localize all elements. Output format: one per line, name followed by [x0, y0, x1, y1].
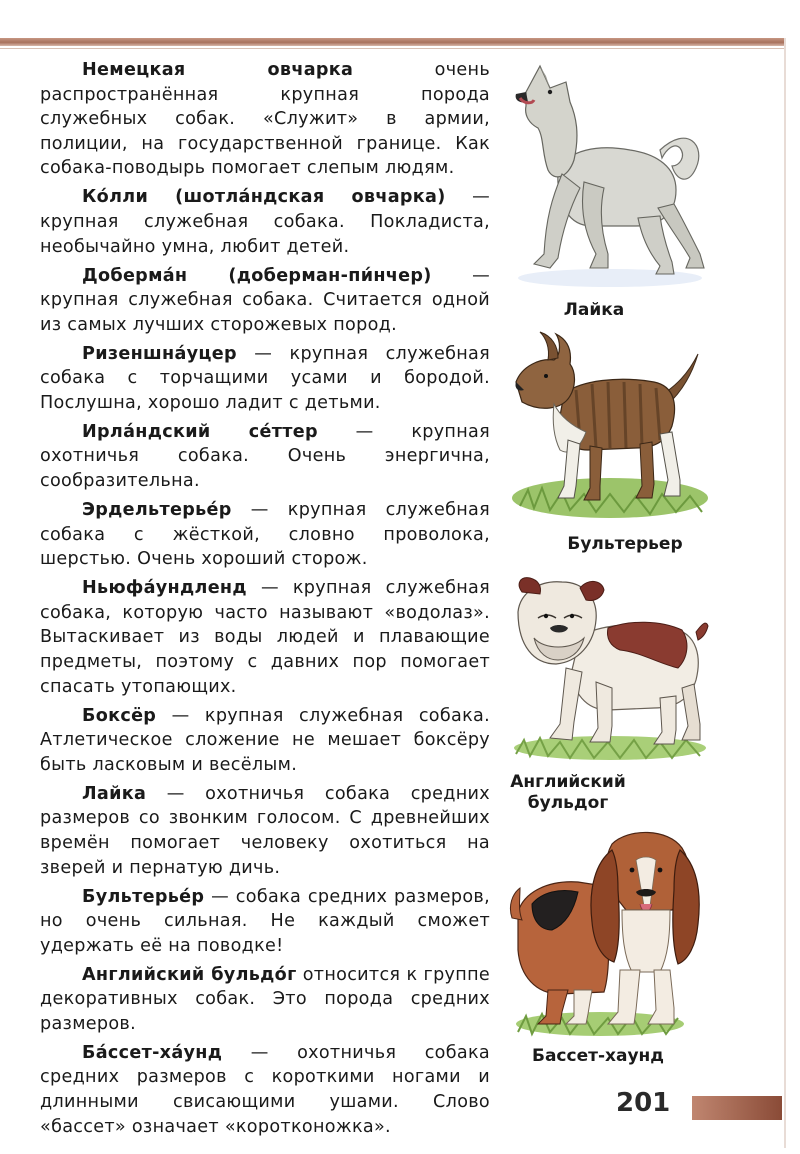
breed-term: Ба́ссет-ха́унд — [82, 1042, 223, 1063]
page-number: 201 — [616, 1088, 671, 1118]
breed-text: относится к группе декоративных собак. Это порода средних размеров. — [40, 964, 491, 1034]
breed-term: Немецкая овчарка — [82, 60, 354, 80]
english-bulldog-drawing — [510, 572, 710, 762]
breed-term: Ко́лли (шотла́ндская овчарка) — [82, 187, 446, 208]
breed-paragraph-doberman — [40, 264, 490, 338]
breed-paragraph-english-bulldog — [40, 963, 490, 1037]
breed-paragraph-boxer — [40, 704, 490, 778]
breed-text: — охотничья собака средних размеров с короткими ногами и длинными свисающими ушами. Слово «бассет» означает «коротконожка». — [40, 1042, 490, 1137]
laika-drawing — [510, 58, 710, 293]
breed-text: — крупная служебная собака с торчащими усами и бородой. Послушна, хорошо ладит с детьми. — [40, 343, 490, 413]
breed-text: очень распространённая крупная порода служебных собак. «Служит» в армии, полиции, на государственной границе. Как собака-поводырь помогает слепым людям. — [40, 60, 490, 179]
breed-term: Доберма́н (доберман-пи́нчер) — [82, 265, 432, 286]
basset-hound-drawing — [508, 826, 708, 1040]
page-number-accent-bar — [692, 1096, 782, 1120]
breed-paragraph-irish-setter — [40, 420, 490, 494]
breed-text: — крупная служебная собака. Атлетическое сложение не мешает боксёру быть ласковым и весёлым. — [40, 705, 490, 775]
breed-paragraph-laika — [40, 782, 490, 880]
breed-term: Боксёр — [82, 705, 157, 726]
bull-terrier-illustration — [510, 330, 710, 530]
breed-paragraph-bull-terrier — [40, 885, 490, 959]
header-thin-rule — [0, 48, 784, 49]
breed-text: — крупная служебная собака. Считается одной из самых лучших сторожевых пород. — [40, 265, 490, 335]
laika-illustration — [510, 58, 710, 293]
breed-paragraph-newfoundland — [40, 576, 490, 699]
breed-paragraph-german-shepherd — [40, 58, 490, 181]
breed-descriptions — [40, 58, 490, 1144]
breed-term: Ньюфа́ундленд — [82, 578, 247, 599]
english-bulldog-caption: Английский бульдог — [510, 772, 626, 813]
breed-term: Лайка — [82, 783, 147, 804]
breed-text: — крупная служебная собака, которую часто называют «водолаз». Вытаскивает из воды людей и плавающие предметы, поэтому с давних пор помогает спасать утопающих. — [40, 578, 490, 697]
breed-term: Эрдельтерье́р — [82, 500, 232, 521]
bull-terrier-caption: Бультерьер — [567, 534, 683, 554]
breed-text: — охотничья собака средних размеров со звонким голосом. С древнейших времён помогает человеку охотиться на зверей и пернатую дичь. — [40, 783, 490, 878]
bull-terrier-drawing — [510, 330, 710, 530]
breed-term: Английский бульдо́г — [82, 964, 297, 985]
breed-text: — собака средних размеров, но очень сильная. Не каждый сможет удержать её на поводке! — [40, 886, 490, 956]
breed-term: Ирла́ндский се́ттер — [82, 421, 318, 442]
page-edge-line — [784, 38, 786, 1148]
breed-paragraph-collie — [40, 185, 490, 259]
breed-text: — крупная охотничья собака. Очень энергична, сообразительна. — [40, 421, 491, 492]
laika-caption: Лайка — [563, 300, 625, 320]
breed-text: — крупная служебная собака. Покладиста, необычайно умна, любит детей. — [40, 187, 490, 257]
basset-hound-caption: Бассет-хаунд — [531, 1046, 664, 1066]
breed-paragraph-airedale — [40, 498, 490, 572]
breed-term: Бультерье́р — [82, 886, 205, 907]
breed-text: — крупная служебная собака с жёсткой, словно проволока, шерстью. Очень хороший сторож. — [40, 500, 490, 570]
breed-paragraph-basset-hound — [40, 1041, 490, 1139]
header-decorative-rule — [0, 38, 784, 46]
breed-paragraph-giant-schnauzer — [40, 342, 490, 416]
english-bulldog-illustration — [510, 572, 710, 762]
breed-term: Ризеншна́уцер — [82, 343, 237, 364]
basset-hound-illustration — [508, 826, 708, 1040]
